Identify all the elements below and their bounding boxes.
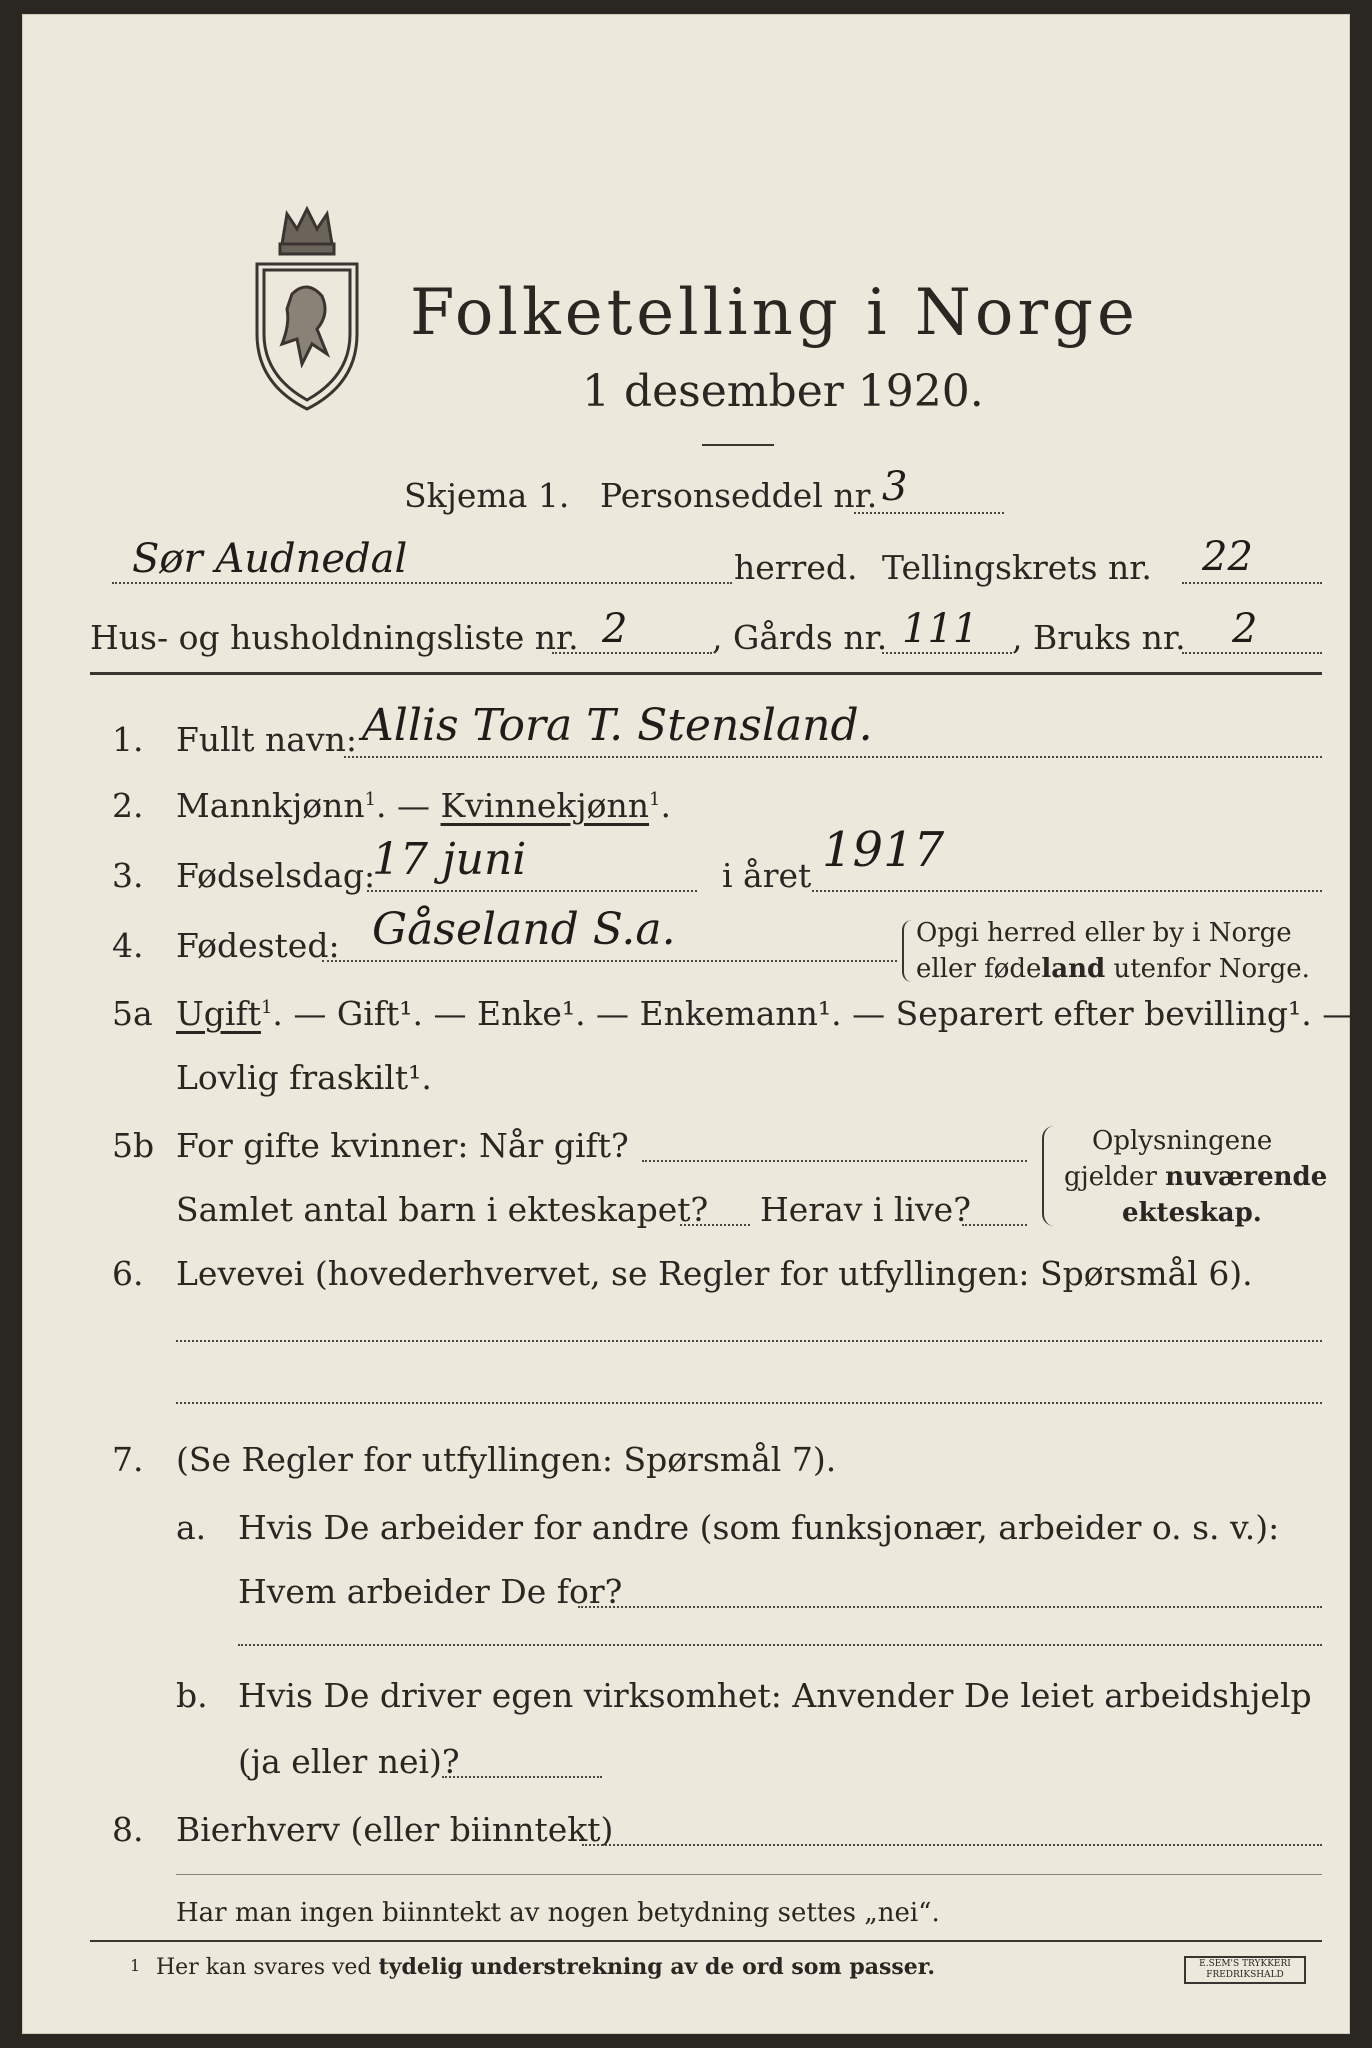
footnote-text-a: Her kan svares ved	[156, 1955, 379, 1980]
q5b-number: 5b	[112, 1126, 155, 1165]
q5b-note-brace	[1042, 1126, 1054, 1226]
personseddel-value: 3	[882, 464, 908, 510]
printer-stamp: E.SEM'S TRYKKERI FREDRIKSHALD	[1184, 1956, 1306, 1984]
q8-line	[582, 1844, 1322, 1846]
q5b-label1: For gifte kvinner: Når gift?	[176, 1126, 629, 1165]
q1-line	[344, 756, 1322, 758]
personseddel-line	[854, 512, 1004, 514]
q7b-sub: (ja eller nei)?	[238, 1742, 460, 1781]
q8-label: Bierhverv (eller biinntekt)	[176, 1810, 614, 1849]
q1-number: 1.	[112, 720, 144, 759]
q3-label: Fødselsdag:	[176, 856, 376, 895]
q8-separator	[176, 1874, 1322, 1875]
q8-note: Har man ingen biinntekt av nogen betydning settes „nei“.	[176, 1898, 940, 1928]
q5a-number: 5a	[112, 994, 153, 1033]
schema-label: Skjema 1.	[404, 476, 570, 515]
q5b-note-line1: Oplysningene	[1092, 1126, 1273, 1156]
q7a-label: Hvis De arbeider for andre (som funksjonær, arbeider o. s. v.):	[238, 1508, 1280, 1547]
norwegian-lion-coat-of-arms-icon	[242, 204, 372, 414]
q3-year-label: i året	[722, 856, 812, 895]
q5b-line1	[642, 1160, 1027, 1162]
q5b-line3	[962, 1224, 1027, 1226]
tellingskrets-value: 22	[1202, 534, 1253, 580]
q2-footnote-mark-2: 1	[649, 789, 661, 810]
bruks-label: , Bruks nr.	[1012, 618, 1186, 657]
herred-line	[112, 582, 732, 584]
gards-label: , Gårds nr.	[712, 618, 888, 657]
gards-value: 111	[902, 606, 979, 652]
census-form-page	[22, 14, 1356, 2034]
q3-year-value: 1917	[822, 822, 945, 878]
q4-label: Fødested:	[176, 926, 340, 965]
q3-number: 3.	[112, 856, 144, 895]
bruks-value: 2	[1232, 606, 1258, 652]
q2-end: .	[660, 786, 671, 825]
q2-female: Kvinnekjønn	[440, 786, 650, 825]
q7a-letter: a.	[176, 1508, 207, 1547]
q4-note-line2	[916, 954, 1310, 984]
q2-male: Mannkjønn	[176, 786, 365, 825]
q2-number: 2.	[112, 786, 144, 825]
q5b-label3: Herav i live?	[760, 1190, 971, 1229]
q7-label: (Se Regler for utfyllingen: Spørsmål 7).	[176, 1440, 837, 1479]
hus-line	[552, 652, 712, 654]
q6-label: Levevei (hovederhvervet, se Regler for utfyllingen: Spørsmål 6).	[176, 1254, 1253, 1293]
footnote-separator	[90, 1940, 1322, 1942]
q5b-note-2b: nuværende	[1165, 1162, 1328, 1192]
herred-label: herred.	[734, 548, 858, 587]
q4-note-2b: land	[1041, 954, 1106, 984]
hus-label: Hus- og husholdningsliste nr.	[90, 618, 579, 657]
q3-year-line	[812, 890, 1322, 892]
personseddel-label: Personseddel nr.	[600, 476, 878, 515]
q5a-options	[176, 994, 1355, 1033]
q5a-ugift: Ugift	[176, 994, 261, 1033]
q5b-note-line3: ekteskap.	[1122, 1198, 1262, 1228]
herred-value: Sør Audnedal	[132, 536, 408, 582]
q7b-line	[442, 1776, 602, 1778]
q4-note-brace	[902, 920, 912, 982]
q7-number: 7.	[112, 1440, 144, 1479]
title-divider	[702, 444, 774, 446]
q6-number: 6.	[112, 1254, 144, 1293]
q5b-note-2a: gjelder	[1064, 1162, 1166, 1192]
census-date: 1 desember 1920.	[582, 366, 984, 417]
q7b-label: Hvis De driver egen virksomhet: Anvender De leiet arbeidshjelp	[238, 1676, 1312, 1715]
q4-birthplace-value: Gåseland S.a.	[372, 904, 676, 955]
q4-note-2c: utenfor Norge.	[1105, 954, 1310, 984]
footnote-text-b: tydelig understrekning av de ord som passer.	[378, 1954, 936, 1980]
bruks-line	[1182, 652, 1322, 654]
q7a-line2	[238, 1644, 1322, 1646]
q5b-label2: Samlet antal barn i ekteskapet?	[176, 1190, 709, 1229]
hus-value: 2	[602, 606, 628, 652]
q6-line2	[176, 1402, 1322, 1404]
q7a-line1	[578, 1606, 1322, 1608]
q3-birthday-value: 17 juni	[372, 834, 527, 885]
q2-gender	[176, 786, 671, 825]
form-title: Folketelling i Norge	[410, 276, 1139, 350]
q5a-rest: . — Gift¹. — Enke¹. — Enkemann¹. — Separert efter bevilling¹. —	[272, 994, 1356, 1033]
q2-separator: . —	[376, 786, 431, 825]
q7a-sub: Hvem arbeider De for?	[238, 1572, 623, 1611]
q6-line1	[176, 1340, 1322, 1342]
q3-line	[367, 890, 697, 892]
q4-number: 4.	[112, 926, 144, 965]
q7b-letter: b.	[176, 1676, 208, 1715]
tellingskrets-label: Tellingskrets nr.	[882, 548, 1152, 587]
q5b-line2	[680, 1224, 750, 1226]
footnote-mark: 1	[130, 1956, 141, 1975]
tellingskrets-line	[1182, 582, 1322, 584]
q1-label: Fullt navn:	[176, 720, 357, 759]
q5a-footnote-mark: 1	[260, 997, 273, 1018]
gards-line	[882, 652, 1012, 654]
q4-line	[322, 960, 897, 962]
q4-note-2a: eller føde	[916, 954, 1042, 984]
q8-number: 8.	[112, 1810, 144, 1849]
q4-note-line1: Opgi herred eller by i Norge	[916, 918, 1292, 948]
q2-footnote-mark: 1	[364, 789, 377, 810]
q5b-note-line2	[1064, 1162, 1327, 1192]
footnote-text	[156, 1954, 935, 1980]
q5a-line2: Lovlig fraskilt¹.	[176, 1058, 432, 1097]
q1-full-name-value: Allis Tora T. Stensland.	[362, 700, 873, 751]
header-separator	[90, 672, 1322, 675]
